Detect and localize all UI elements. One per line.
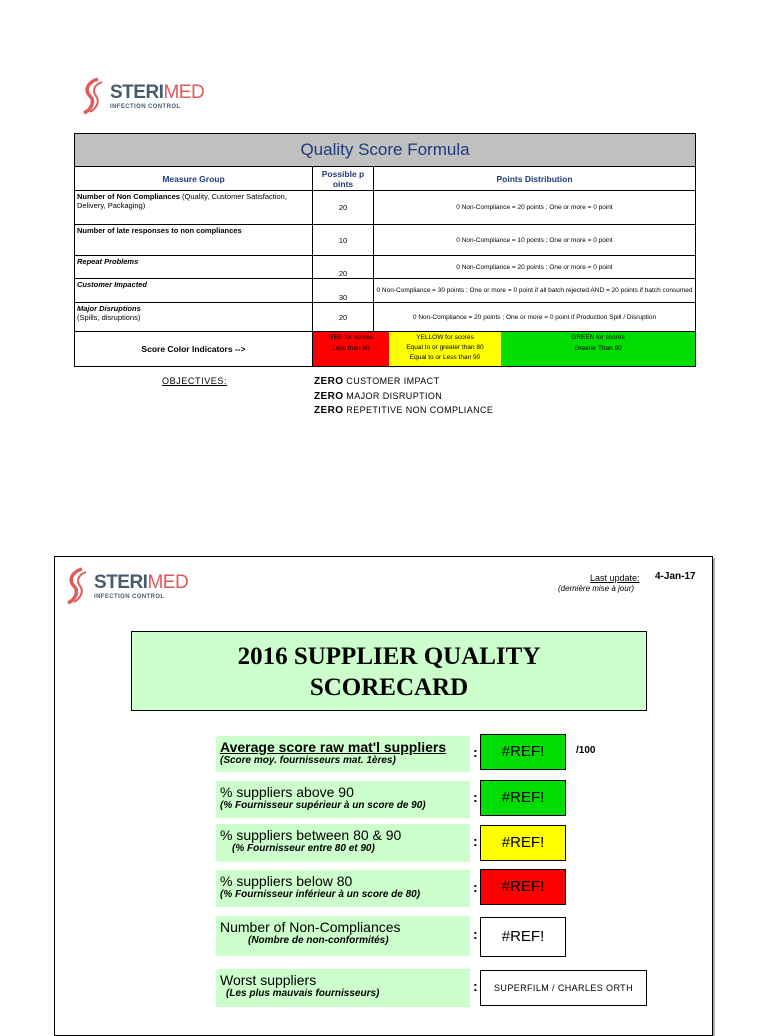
non-compliances-label: Number of Non-Compliances (Nombre de non-conformités) <box>216 916 470 956</box>
logo-tagline: INFECTION CONTROL <box>110 103 181 110</box>
worst-suppliers-value: SUPERFILM / CHARLES ORTH <box>480 970 647 1006</box>
company-logo <box>80 76 204 116</box>
scorecard-title: 2016 SUPPLIER QUALITY SCORECARD <box>131 631 647 711</box>
table-row: Number of late responses to non compliances 10 0 Non-Compliance = 10 points ; One or more = 0 point <box>75 225 696 256</box>
list-item: ZERO MAJOR DISRUPTION <box>314 390 443 402</box>
yellow-indicator: YELLOW for scores Equal to or greater than 80 Equal to or Less than 90 <box>389 332 501 366</box>
non-compliances-value: #REF! <box>480 917 566 957</box>
logo-mark-icon <box>80 76 106 116</box>
table-row: Major Disruptions (Spills, disruptions) 20 0 Non-Compliance = 20 points ; One or more = 0 point if Production Spill / Disruption <box>75 303 696 332</box>
above-90-label: % suppliers above 90 (% Fournisseur supérieur à un score de 90) <box>216 781 470 818</box>
objectives-label: OBJECTIVES: <box>162 376 228 386</box>
objectives-list <box>314 376 493 420</box>
last-update-label: Last update: <box>590 573 640 583</box>
between-80-90-label: % suppliers between 80 & 90 (% Fournisseur entre 80 et 90) <box>216 824 470 862</box>
above-90-value: #REF! <box>480 780 566 816</box>
logo-brand: STERIMED <box>94 571 189 593</box>
table-row: Repeat Problems 20 0 Non-Compliance = 20 points ; One or more = 0 point <box>75 256 696 279</box>
avg-score-label: Average score raw mat'l suppliers (Score moy. fournisseurs mat. 1ères) <box>216 736 470 772</box>
header-measure-group: Measure Group <box>75 167 313 191</box>
avg-score-value: #REF! <box>480 734 566 770</box>
indicator-label: Score Color Indicators --> <box>75 332 313 367</box>
formula-title: Quality Score Formula <box>75 134 696 167</box>
last-update-fr: (dernière mise à jour) <box>558 584 635 593</box>
quality-score-formula-table <box>74 133 696 367</box>
below-80-value: #REF! <box>480 869 566 905</box>
list-item: ZERO REPETITIVE NON COMPLIANCE <box>314 405 494 416</box>
logo-brand: STERIMED <box>110 81 205 103</box>
between-80-90-value: #REF! <box>480 825 566 861</box>
avg-score-suffix: /100 <box>576 745 596 756</box>
header-possible-points: Possible p oints <box>313 167 374 191</box>
red-indicator: RED for scores Less than 80 <box>313 332 389 366</box>
header-points-distribution: Points Distribution <box>374 167 696 191</box>
list-item: ZERO CUSTOMER IMPACT <box>314 376 440 387</box>
score-color-indicators-row <box>75 332 696 367</box>
worst-suppliers-label: Worst suppliers (Les plus mauvais fournisseurs) <box>216 969 470 1007</box>
scorecard-logo <box>64 566 188 606</box>
below-80-label: % suppliers below 80 (% Fournisseur inférieur à un score de 80) <box>216 870 470 907</box>
last-update-value: 4-Jan-17 <box>655 571 696 582</box>
table-row: Number of Non Compliances (Quality, Customer Satisfaction, Delivery, Packaging) 20 0 Non-Compliance = 20 points ; One or more = 0 point <box>75 191 696 225</box>
table-row: Customer Impacted 30 0 Non-Compliance = 30 points ; One or more = 0 point if all batch rejected AND = 20 points if batch consumed <box>75 279 696 303</box>
logo-tagline: INFECTION CONTROL <box>94 593 165 600</box>
green-indicator: GREEN for scores Greater Than 90 <box>501 332 695 366</box>
logo-mark-icon <box>64 566 90 606</box>
